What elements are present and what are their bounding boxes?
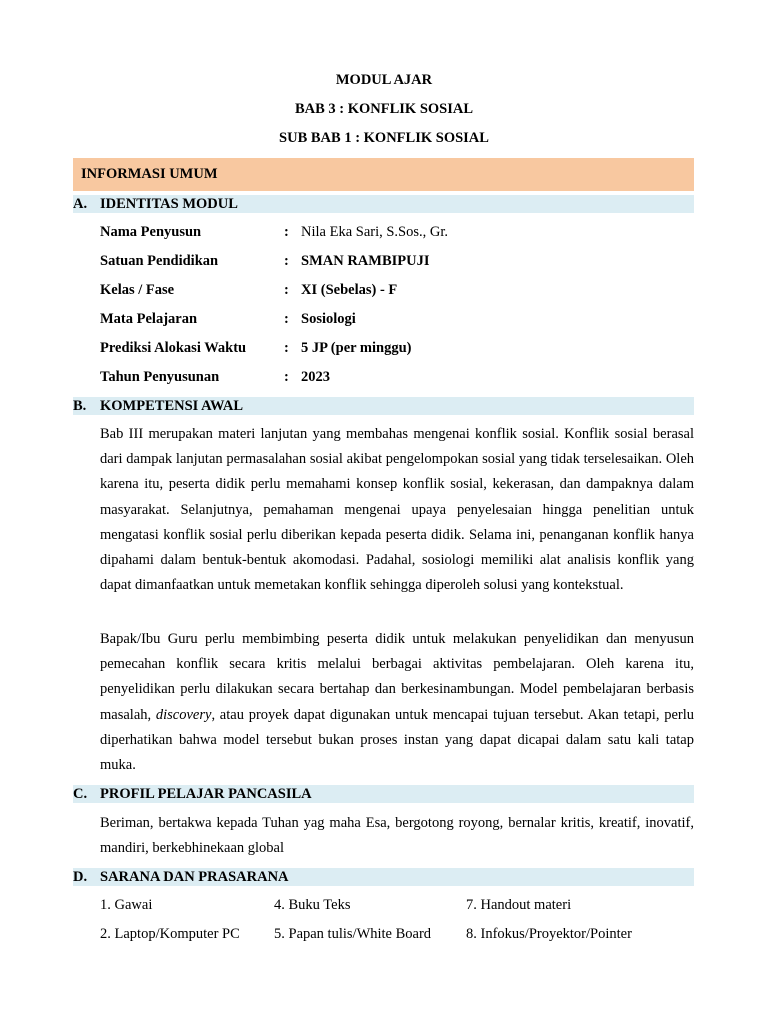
- section-title: IDENTITAS MODUL: [100, 195, 238, 212]
- identitas-value: XI (Sebelas) - F: [301, 282, 398, 298]
- paragraph-text-part: Bapak/Ibu Guru perlu membimbing peserta didik untuk melakukan penyelidikan dan menyusun pemecahan konflik secara kritis melalui berbagai aktivitas pembelajaran. Oleh karena itu, penyelidikan perlu dilakukan secara bertahap dan berkesinambungan. Model pembelajaran berbasis masalah,: [100, 631, 694, 723]
- informasi-umum-banner: [73, 158, 694, 191]
- identitas-label: Satuan Pendidikan: [100, 253, 219, 269]
- doc-chapter: BAB 3 : KONFLIK SOSIAL: [294, 101, 474, 117]
- section-letter: D.: [73, 868, 88, 885]
- sarana-item: 7. Handout materi: [466, 897, 572, 913]
- section-letter: B.: [73, 397, 87, 414]
- identitas-value: Nila Eka Sari, S.Sos., Gr.: [301, 224, 449, 240]
- identitas-row: [100, 369, 660, 389]
- doc-title: MODUL AJAR: [335, 72, 433, 88]
- section-title: SARANA DAN PRASARANA: [100, 868, 289, 885]
- identitas-colon: :: [284, 282, 289, 298]
- identitas-label: Kelas / Fase: [100, 282, 175, 298]
- identitas-colon: :: [284, 311, 289, 327]
- section-letter: A.: [73, 195, 88, 212]
- kompetensi-paragraph-1: [100, 422, 694, 598]
- italic-term: discovery: [155, 706, 212, 723]
- identitas-label: Prediksi Alokasi Waktu: [100, 340, 247, 356]
- sarana-item: 1. Gawai: [100, 897, 153, 913]
- paragraph-text: Bab III merupakan materi lanjutan yang membahas mengenai konflik sosial. Konflik sosial berasal dari dampak lanjutan permasalahan sosial akibat pengelompokan sosial yang tidak terselesaikan. Oleh karena itu, peserta didik perlu memahami konsep konflik sosial, kekerasan, dan dampaknya dalam masyarakat. Selanjutnya, pemahaman mengenai upaya penyelesaian hingga penelitian untuk mengatasi konflik sosial perlu diberikan kepada peserta didik. Selama ini, penanganan konflik hanya dipahami dalam bentuk-bentuk akomodasi. Padahal, sosiologi memiliki alat analisis konflik yang dapat dimanfaatkan untuk memetakan konflik sehingga diperoleh solusi yang kontekstual.: [100, 426, 694, 594]
- identitas-row: [100, 340, 660, 360]
- profil-paragraph: [100, 811, 694, 861]
- paragraph-text: [100, 627, 694, 778]
- section-c-header: [73, 785, 694, 803]
- identitas-row: [100, 282, 660, 302]
- sarana-item: 2. Laptop/Komputer PC: [100, 926, 240, 942]
- section-letter: C.: [73, 785, 88, 802]
- doc-subchapter: SUB BAB 1 : KONFLIK SOSIAL: [279, 130, 489, 146]
- banner-label: INFORMASI UMUM: [81, 166, 218, 182]
- identitas-value: SMAN RAMBIPUJI: [301, 253, 430, 269]
- identitas-label: Nama Penyusun: [100, 224, 202, 240]
- identitas-row: [100, 224, 660, 244]
- identitas-colon: :: [284, 253, 289, 269]
- sarana-item: 5. Papan tulis/White Board: [274, 926, 432, 942]
- section-b-header: [73, 397, 694, 415]
- sarana-item: 4. Buku Teks: [274, 897, 351, 913]
- identitas-row: [100, 253, 660, 273]
- identitas-colon: :: [284, 224, 289, 240]
- identitas-label: Tahun Penyusunan: [100, 369, 220, 385]
- section-d-header: [73, 868, 694, 886]
- paragraph-text-part: , atau proyek dapat digunakan untuk mencapai tujuan tersebut. Akan tetapi, perlu diperhatikan bahwa model tersebut bukan proses instan yang dapat dicapai dalam satu kali tatap muka.: [100, 706, 694, 774]
- kompetensi-paragraph-2: [100, 627, 694, 778]
- sarana-item: 8. Infokus/Proyektor/Pointer: [466, 926, 632, 942]
- section-title: KOMPETENSI AWAL: [100, 397, 244, 414]
- section-a-header: [73, 195, 694, 213]
- identitas-row: [100, 311, 660, 331]
- paragraph-text: Beriman, bertakwa kepada Tuhan yag maha Esa, bergotong royong, bernalar kritis, kreatif, inovatif, mandiri, berkebhinekaan global: [100, 815, 694, 857]
- identitas-value: Sosiologi: [301, 311, 356, 327]
- identitas-value: 2023: [301, 369, 330, 385]
- identitas-colon: :: [284, 369, 289, 385]
- identitas-colon: :: [284, 340, 289, 356]
- section-title: PROFIL PELAJAR PANCASILA: [100, 785, 312, 802]
- identitas-label: Mata Pelajaran: [100, 311, 198, 327]
- identitas-value: 5 JP (per minggu): [301, 340, 412, 356]
